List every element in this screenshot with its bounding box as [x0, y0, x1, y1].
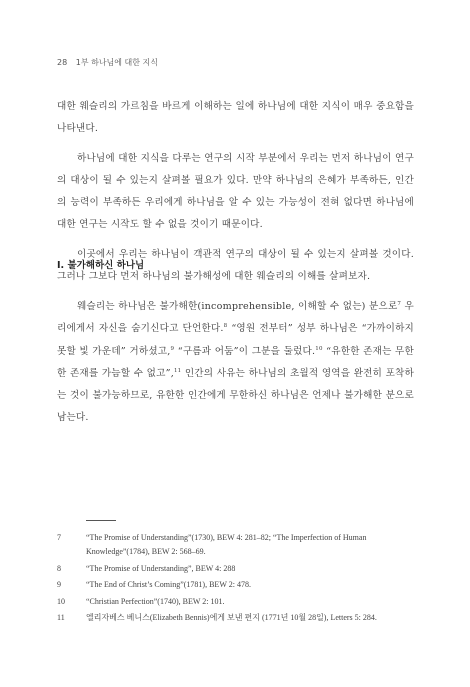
footnote-8	[57, 562, 414, 576]
footnote-number: 10	[57, 596, 65, 606]
footnote-text: “The Promise of Understanding”(1730), BEW 4: 281–82; “The Imperfection of Human Knowledge”(1784), BEW 2: 568–69.	[86, 533, 367, 556]
section-text-c: “영원 전부터” 성부 하나님은 “가까이하지 못할 빛 가운데” 거하셨고,	[57, 323, 415, 357]
footnote-10	[57, 595, 414, 609]
footnote-number: 11	[57, 613, 65, 622]
footnote-text: “Christian Perfection”(1740), BEW 2: 101.	[86, 596, 225, 606]
footnote-text: “The End of Christ’s Coming”(1781), BEW 2: 478.	[86, 580, 251, 589]
page-number: 28	[57, 58, 68, 67]
footnote-ref-7[interactable]: 7	[397, 300, 402, 307]
footnote-ref-11[interactable]: 11	[173, 367, 182, 374]
footnote-text: “The Promise of Understanding”, BEW 4: 288	[86, 563, 236, 573]
section-text-b: 우리에게서 자신을 숨기신다고 단언한다.	[57, 301, 415, 335]
paragraph-2: 하나님에 대한 지식을 다루는 연구의 시작 부분에서 우리는 먼저 하나님이 연구의 대상이 될 수 있는지 살펴볼 필요가 있다. 만약 하나님의 은혜가 부족하든, 인간의 능력이 부족하든 우리에게 하나님을 알 수 있는 가능성이 전혀 없다면 하나님에 대한 연구는 시작도 할 수 없을 것이기 때문이다.	[57, 152, 414, 231]
footnotes	[57, 531, 414, 628]
footnote-11	[57, 611, 414, 625]
section-paragraph	[57, 296, 414, 430]
footnote-ref-10[interactable]: 10	[315, 345, 323, 352]
footnote-ref-9[interactable]: 9	[170, 345, 175, 352]
section-text-d: “구름과 어둠”이 그분을 둘렀다.	[174, 345, 316, 357]
footnote-7	[57, 531, 414, 559]
running-header	[57, 57, 158, 68]
footnote-9	[57, 578, 414, 592]
section-text-a: 웨슬리는 하나님은 불가해한(incomprehensible, 이해할 수 없는) 분으로	[77, 301, 398, 312]
section-heading: I. 불가해하신 하나님	[57, 260, 145, 271]
paragraph-3: 이곳에서 우리는 하나님이 객관적 연구의 대상이 될 수 있는지 살펴볼 것이다. 그러나 그보다 먼저 하나님의 불가해성에 대한 웨슬리의 이해를 살펴보자.	[57, 248, 414, 283]
footnote-text: 엘리자베스 베니스(Elizabeth Bennis)에게 보낸 편지 (1771년 10월 28일), Letters 5: 284.	[86, 613, 377, 622]
footnote-number: 8	[57, 563, 61, 573]
section-text-e: “유한한 존재는 무한한 존재를 가늠할 수 없고”,	[57, 345, 414, 379]
footnote-number: 9	[57, 580, 61, 589]
section-text-f: 인간의 사유는 하나님의 초월적 영역을 완전히 포착하는 것이 불가능하므로, 유한한 인간에게 무한하신 하나님은 언제나 불가해한 분으로 남는다.	[57, 367, 414, 424]
section-text	[57, 296, 414, 430]
running-title: 1부 하나님에 대한 지식	[75, 58, 159, 67]
footnote-divider	[86, 520, 116, 521]
footnote-ref-8[interactable]: 8	[223, 323, 228, 330]
paragraph-1: 대한 웨슬리의 가르침을 바르게 이해하는 일에 하나님에 대한 지식이 매우 중요함을 나타낸다.	[57, 101, 414, 135]
footnote-number: 7	[57, 533, 61, 542]
